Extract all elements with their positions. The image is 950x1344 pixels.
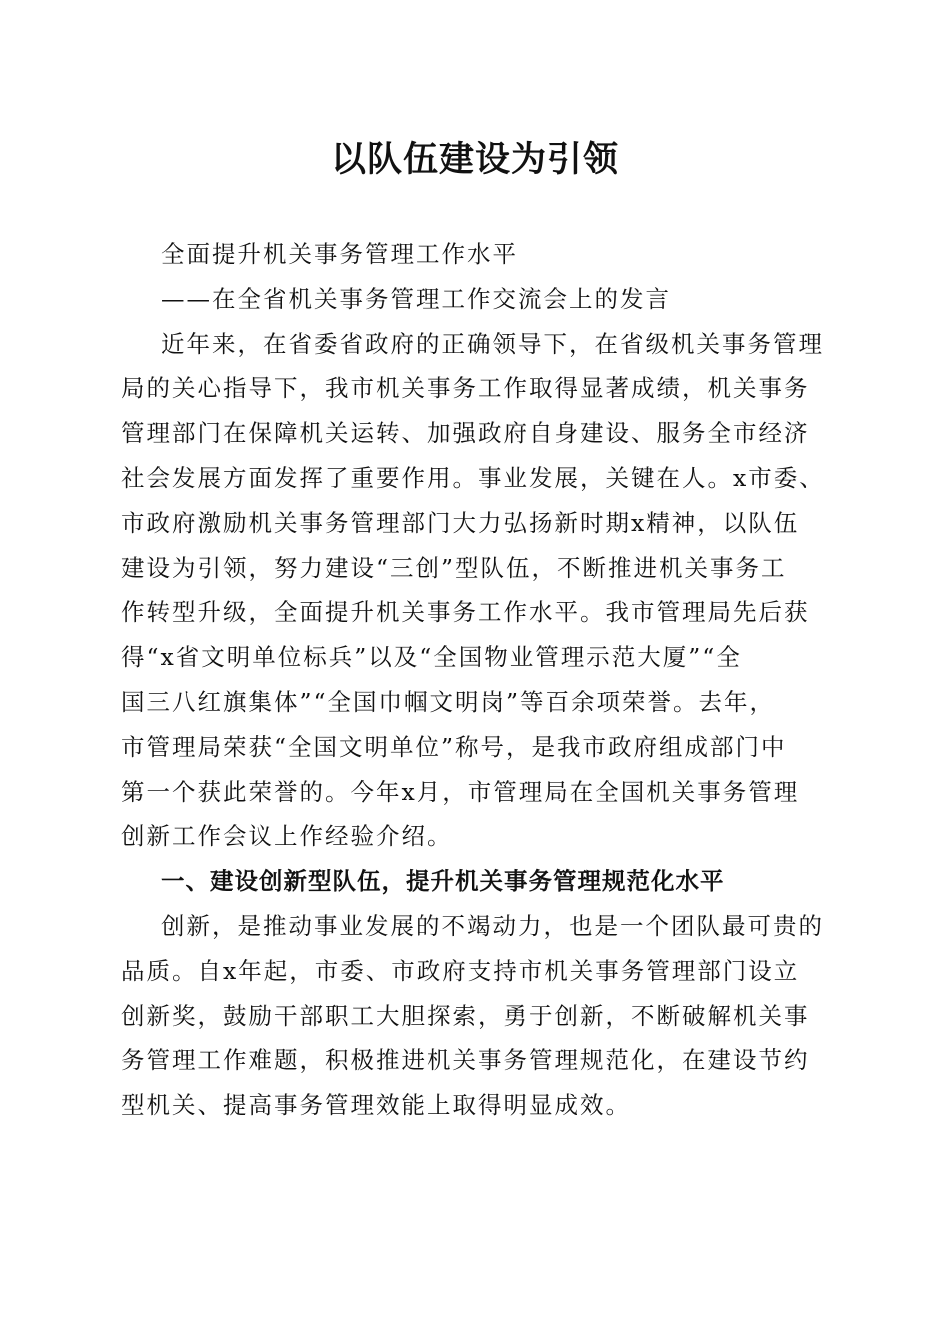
paragraph-line: 市管理局荣获“全国文明单位”称号，是我市政府组成部门中 (121, 732, 787, 761)
paragraph-line: 建设为引领，努力建设“三创”型队伍，不断推进机关事务工 (121, 553, 787, 582)
paragraph-line: 国三八红旗集体”“全国巾帼文明岗”等百余项荣誉。去年， (121, 687, 776, 716)
section-heading: 一、建设创新型队伍，提升机关事务管理规范化水平 (161, 867, 725, 896)
document-body (121, 232, 841, 1128)
paragraph-line: 品质。自x年起，市委、市政府支持市机关事务管理部门设立 (121, 956, 800, 985)
paragraph-line: 型机关、提高事务管理效能上取得明显成效。 (121, 1091, 631, 1120)
paragraph-line: 管理部门在保障机关运转、加强政府自身建设、服务全市经济 (121, 419, 810, 448)
paragraph-line: 市政府激励机关事务管理部门大力弘扬新时期x精神，以队伍 (121, 508, 800, 537)
paragraph-line: 社会发展方面发挥了重要作用。事业发展，关键在人。x市委、 (121, 463, 825, 492)
paragraph-line: 创新工作会议上作经验介绍。 (121, 822, 453, 851)
paragraph-line: 局的关心指导下，我市机关事务工作取得显著成绩，机关事务 (121, 374, 810, 403)
paragraph-line: 创新奖，鼓励干部职工大胆探索，勇于创新，不断破解机关事 (121, 1001, 810, 1030)
paragraph-line: 务管理工作难题，积极推进机关事务管理规范化，在建设节约 (121, 1046, 810, 1075)
paragraph-line: 近年来，在省委省政府的正确领导下，在省级机关事务管理 (161, 329, 824, 358)
paragraph-line: 作转型升级，全面提升机关事务工作水平。我市管理局先后获 (121, 598, 810, 627)
subtitle-line: 全面提升机关事务管理工作水平 (161, 240, 518, 268)
paragraph-line: 创新，是推动事业发展的不竭动力，也是一个团队最可贵的 (161, 911, 824, 940)
document-title: 以队伍建设为引领 (330, 139, 619, 180)
subtitle-speech-line: ——在全省机关事务管理工作交流会上的发言 (161, 284, 671, 313)
paragraph-line: 得“x省文明单位标兵”以及“全国物业管理示范大厦”“全 (121, 643, 742, 672)
paragraph-line: 第一个获此荣誉的。今年x月，市管理局在全国机关事务管理 (121, 777, 800, 806)
